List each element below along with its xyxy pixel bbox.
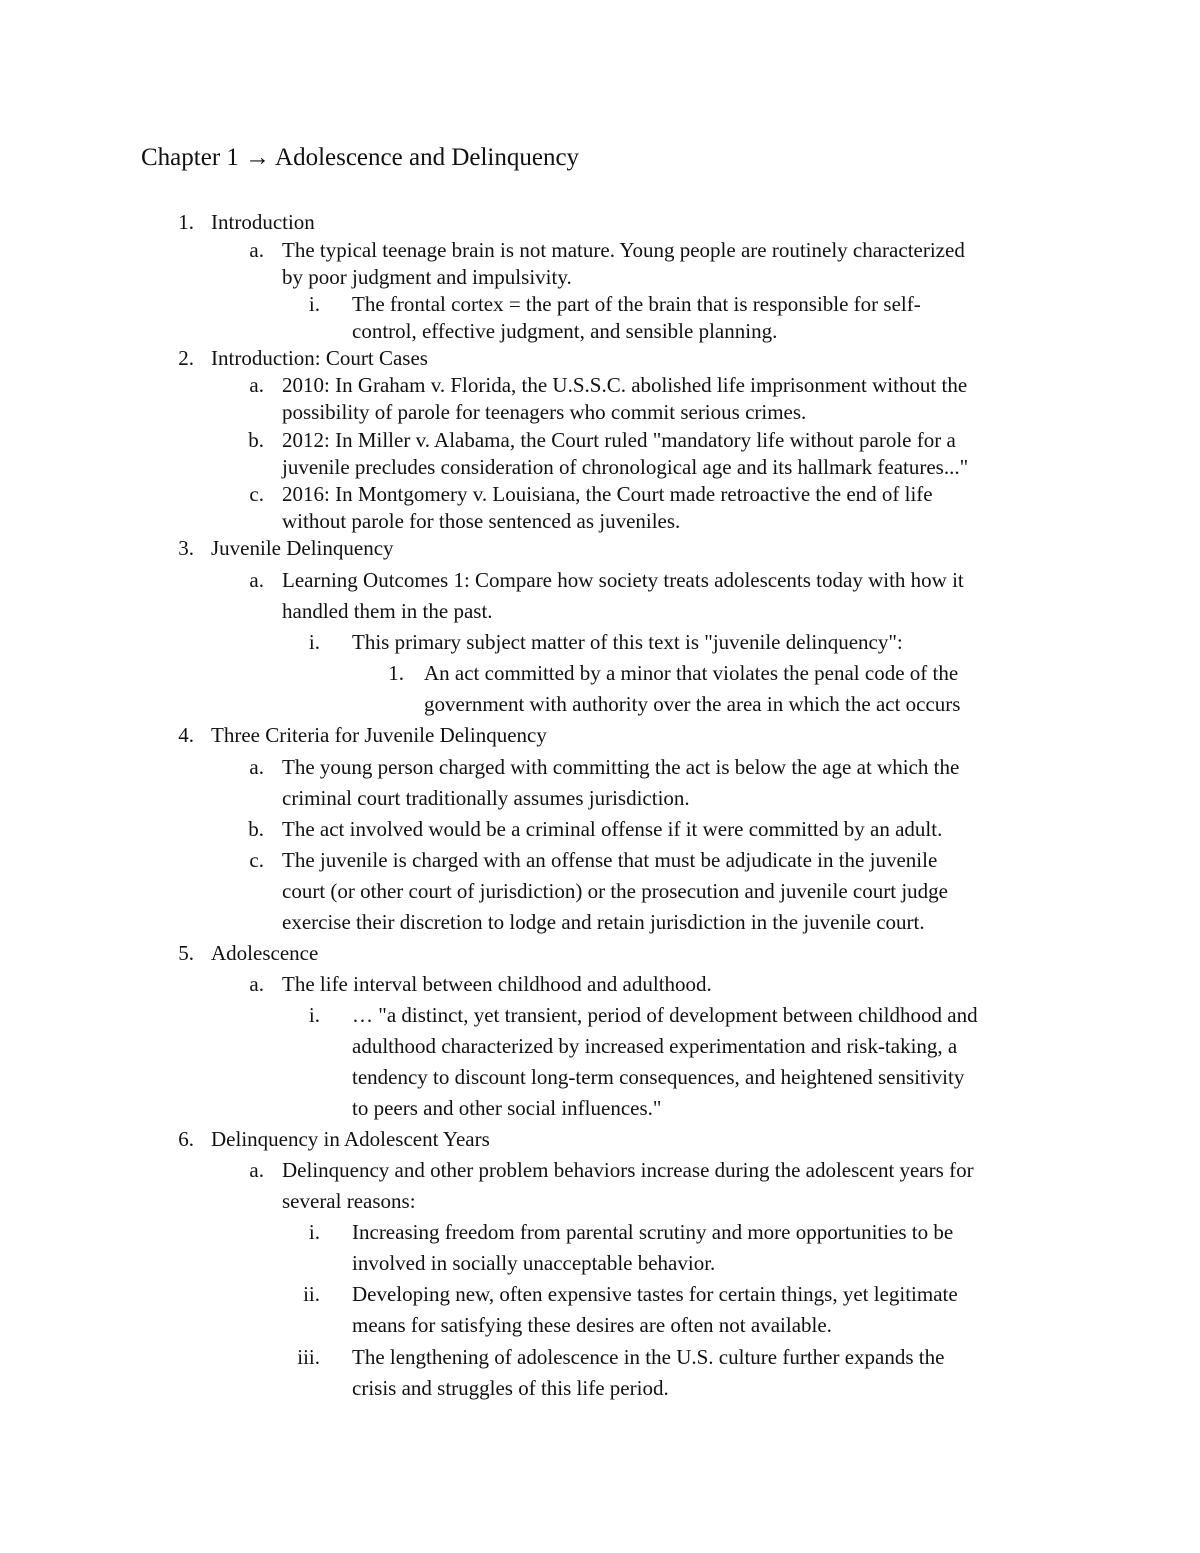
- list-item-line: handled them in the past.: [282, 599, 493, 623]
- list-marker: i.: [308, 292, 320, 316]
- list-item-line: several reasons:: [282, 1189, 416, 1213]
- list-item-line: to peers and other social influences.": [352, 1096, 662, 1120]
- list-marker: i.: [308, 1003, 320, 1027]
- list-marker: c.: [249, 482, 264, 506]
- list-item-line: government with authority over the area in which the act occurs: [424, 692, 961, 716]
- section-heading-juvenile-delinquency: Juvenile Delinquency: [211, 536, 394, 560]
- list-marker: i.: [308, 1220, 320, 1244]
- list-marker: a.: [249, 755, 264, 779]
- list-item-line: Learning Outcomes 1: Compare how society treats adolescents today with how it: [282, 568, 964, 592]
- list-item-line: The typical teenage brain is not mature. Young people are routinely characterized: [282, 238, 965, 262]
- list-marker: a.: [249, 568, 264, 592]
- list-marker: iii.: [297, 1345, 320, 1369]
- list-item-line: involved in socially unacceptable behavior.: [352, 1251, 716, 1275]
- chapter-title: Chapter 1 → Adolescence and Delinquency: [141, 144, 580, 171]
- list-item-line: 2016: In Montgomery v. Louisiana, the Court made retroactive the end of life: [282, 482, 933, 506]
- list-marker: b.: [248, 817, 264, 841]
- list-marker: i.: [308, 630, 320, 654]
- list-item-line: The life interval between childhood and adulthood.: [282, 972, 712, 996]
- list-marker: a.: [249, 972, 264, 996]
- list-item-line: The juvenile is charged with an offense that must be adjudicate in the juvenile: [282, 848, 938, 872]
- list-marker: 1.: [178, 210, 194, 234]
- list-item-line: court (or other court of jurisdiction) or the prosecution and juvenile court judge: [282, 879, 948, 903]
- list-item-line: possibility of parole for teenagers who commit serious crimes.: [282, 400, 807, 424]
- section-heading-adolescence: Adolescence: [211, 941, 319, 965]
- list-item-line: 2012: In Miller v. Alabama, the Court ruled "mandatory life without parole for a: [282, 428, 956, 452]
- list-item-line: means for satisfying these desires are often not available.: [352, 1313, 832, 1337]
- list-item-line: adulthood characterized by increased experimentation and risk-taking, a: [352, 1034, 958, 1058]
- list-item-line: tendency to discount long-term consequences, and heightened sensitivity: [352, 1065, 965, 1089]
- list-item-line: The lengthening of adolescence in the U.S. culture further expands the: [352, 1345, 945, 1369]
- list-marker: 2.: [178, 346, 194, 370]
- section-heading-introduction: Introduction: [211, 210, 315, 234]
- list-item-line: Developing new, often expensive tastes for certain things, yet legitimate: [352, 1282, 958, 1306]
- section-heading-three-criteria: Three Criteria for Juvenile Delinquency: [211, 723, 547, 747]
- list-item-line: exercise their discretion to lodge and retain jurisdiction in the juvenile court.: [282, 910, 925, 934]
- list-item-line: The act involved would be a criminal offense if it were committed by an adult.: [282, 817, 943, 841]
- list-item-line: criminal court traditionally assumes jurisdiction.: [282, 786, 690, 810]
- list-marker: a.: [249, 238, 264, 262]
- list-marker: 5.: [178, 941, 194, 965]
- list-item-line: control, effective judgment, and sensible planning.: [352, 319, 778, 343]
- list-marker: a.: [249, 373, 264, 397]
- list-marker: 1.: [388, 661, 404, 685]
- list-marker: a.: [249, 1158, 264, 1182]
- list-item-line: An act committed by a minor that violates the penal code of the: [424, 661, 959, 685]
- list-item-line: The young person charged with committing the act is below the age at which the: [282, 755, 960, 779]
- list-marker: c.: [249, 848, 264, 872]
- section-heading-delinquency-adolescent-years: Delinquency in Adolescent Years: [211, 1127, 490, 1151]
- list-marker: b.: [248, 428, 264, 452]
- list-item-line: 2010: In Graham v. Florida, the U.S.S.C. abolished life imprisonment without the: [282, 373, 968, 397]
- list-item-line: by poor judgment and impulsivity.: [282, 265, 572, 289]
- list-item-line: Increasing freedom from parental scrutiny and more opportunities to be: [352, 1220, 954, 1244]
- list-item-line: Delinquency and other problem behaviors increase during the adolescent years for: [282, 1158, 974, 1182]
- list-marker: 6.: [178, 1127, 194, 1151]
- list-marker: 4.: [178, 723, 194, 747]
- list-item-line: crisis and struggles of this life period.: [352, 1376, 669, 1400]
- section-heading-court-cases: Introduction: Court Cases: [211, 346, 428, 370]
- list-item-line: The frontal cortex = the part of the brain that is responsible for self-: [352, 292, 921, 316]
- list-item-line: … "a distinct, yet transient, period of development between childhood and: [352, 1003, 978, 1027]
- list-item-line: This primary subject matter of this text is "juvenile delinquency":: [352, 630, 903, 654]
- list-item-line: juvenile precludes consideration of chronological age and its hallmark features...": [282, 455, 969, 479]
- list-item-line: without parole for those sentenced as juveniles.: [282, 509, 681, 533]
- list-marker: 3.: [178, 536, 194, 560]
- list-marker: ii.: [303, 1282, 320, 1306]
